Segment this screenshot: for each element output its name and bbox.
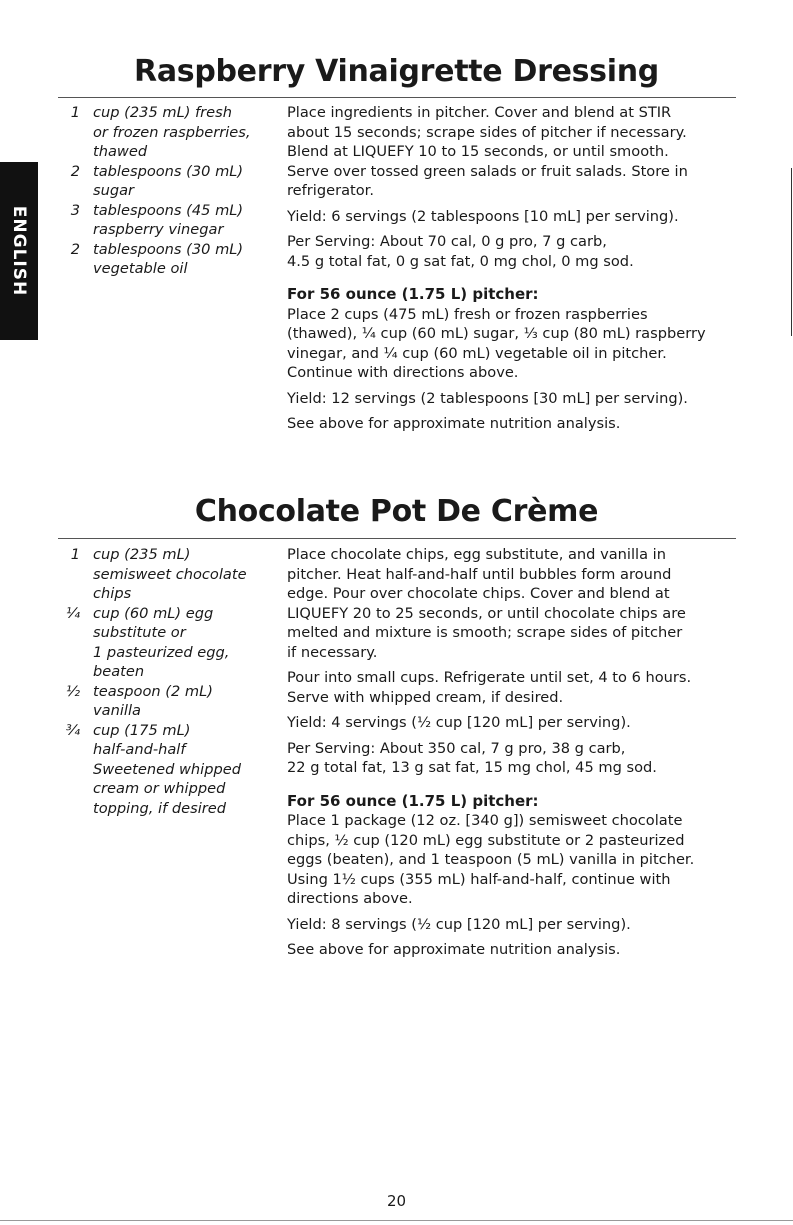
variation-heading: For 56 ounce (1.75 L) pitcher: <box>287 791 539 810</box>
ingredient-item <box>64 682 274 721</box>
variation-yield: Yield: 12 servings (2 tablespoons [30 mL] per serving). <box>287 389 688 407</box>
ingredient-item <box>64 162 274 201</box>
ingredient-qty: ¾ <box>65 721 80 739</box>
ingredient-text: cup (235 mL) semisweet chocolate chips <box>93 546 247 602</box>
ingredient-note: Sweetened whipped cream or whipped topping, if desired <box>93 760 241 817</box>
variation-text: Place 1 package (12 oz. [340 g]) semisweet chocolate chips, ½ cup (120 mL) egg substitute or 2 pasteurized eggs (beaten), and 1 teaspoon (5 mL) vanilla in pitcher. Using 1½ cups (355 mL) half-and-half, continue with directions above. <box>287 812 695 907</box>
ingredient-text: tablespoons (30 mL) vegetable oil <box>93 240 244 277</box>
yield-text: Yield: 6 servings (2 tablespoons [10 mL] per serving). <box>287 207 679 225</box>
ingredient-qty: 1 <box>70 546 80 563</box>
ingredient-text: teaspoon (2 mL) vanilla <box>93 682 213 719</box>
title-rule <box>58 97 736 98</box>
nutrition-text: Per Serving: About 70 cal, 0 g pro, 7 g carb, 4.5 g total fat, 0 g sat fat, 0 mg chol, 0 mg sod. <box>287 233 634 270</box>
recipe-title-raspberry: Raspberry Vinaigrette Dressing <box>134 54 659 89</box>
instructions-chocolate <box>287 545 747 966</box>
instructions-raspberry <box>287 103 747 440</box>
yield-text: Yield: 4 servings (½ cup [120 mL] per serving). <box>287 714 631 731</box>
ingredient-item <box>64 604 274 682</box>
ingredient-item <box>64 721 274 760</box>
ingredient-text: tablespoons (45 mL) raspberry vinegar <box>93 201 244 238</box>
variation-text: Place 2 cups (475 mL) fresh or frozen raspberries (thawed), ¼ cup (60 mL) sugar, ⅓ cup (80 mL) raspberry vinegar, and ¼ cup (60 mL) vegetable oil in pitcher. Continue with directions above. <box>287 305 706 381</box>
ingredient-qty: 2 <box>70 162 80 180</box>
instructions-text: Place chocolate chips, egg substitute, and vanilla in pitcher. Heat half-and-half until bubbles form around edge. Pour over chocolate chips. Cover and blend at LIQUEFY 20 to 25 seconds, or until chocolate chips are melted and mixture is smooth; scrape sides of pitcher if necessary. <box>287 546 686 661</box>
title-rule <box>58 538 736 539</box>
ingredient-text: cup (60 mL) egg substitute or 1 pasteurized egg, beaten <box>93 604 230 680</box>
ingredient-item <box>64 103 274 162</box>
instructions-text-2: Pour into small cups. Refrigerate until set, 4 to 6 hours. Serve with whipped cream, if desired. <box>287 669 692 706</box>
ingredient-qty: 3 <box>70 201 80 219</box>
variation-note: See above for approximate nutrition analysis. <box>287 941 621 958</box>
instructions-text: Place ingredients in pitcher. Cover and blend at STIR about 15 seconds; scrape sides of pitcher if necessary. Blend at LIQUEFY 10 to 15 seconds, or until smooth. Serve over tossed green salads or fruit salads. Store in refrigerator. <box>287 104 688 199</box>
variation-heading: For 56 ounce (1.75 L) pitcher: <box>287 285 539 303</box>
ingredient-text: cup (235 mL) fresh or frozen raspberries, thawed <box>93 104 251 160</box>
margin-line <box>791 168 792 336</box>
page-number: 20 <box>386 1192 407 1210</box>
ingredient-item <box>64 240 274 279</box>
variation-note: See above for approximate nutrition analysis. <box>287 415 621 432</box>
nutrition-text: Per Serving: About 350 cal, 7 g pro, 38 g carb, 22 g total fat, 13 g sat fat, 15 mg chol, 45 mg sod. <box>287 739 657 776</box>
language-tab-label: ENGLISH <box>9 205 29 297</box>
ingredient-qty: 1 <box>70 104 80 121</box>
recipe-title-chocolate: Chocolate Pot De Crème <box>194 494 599 529</box>
ingredient-text: tablespoons (30 mL) sugar <box>93 162 244 199</box>
language-tab <box>0 162 38 340</box>
ingredient-qty: 2 <box>70 240 80 258</box>
ingredient-qty: ½ <box>65 682 80 700</box>
ingredient-list-raspberry <box>64 103 274 279</box>
ingredient-item <box>64 201 274 240</box>
variation-yield: Yield: 8 servings (½ cup [120 mL] per serving). <box>287 915 631 933</box>
ingredient-list-chocolate <box>64 545 274 818</box>
ingredient-item <box>64 545 274 604</box>
ingredient-qty: ¼ <box>65 604 80 622</box>
bottom-edge-line <box>0 1220 793 1221</box>
ingredient-text: cup (175 mL) half-and-half <box>93 721 191 758</box>
